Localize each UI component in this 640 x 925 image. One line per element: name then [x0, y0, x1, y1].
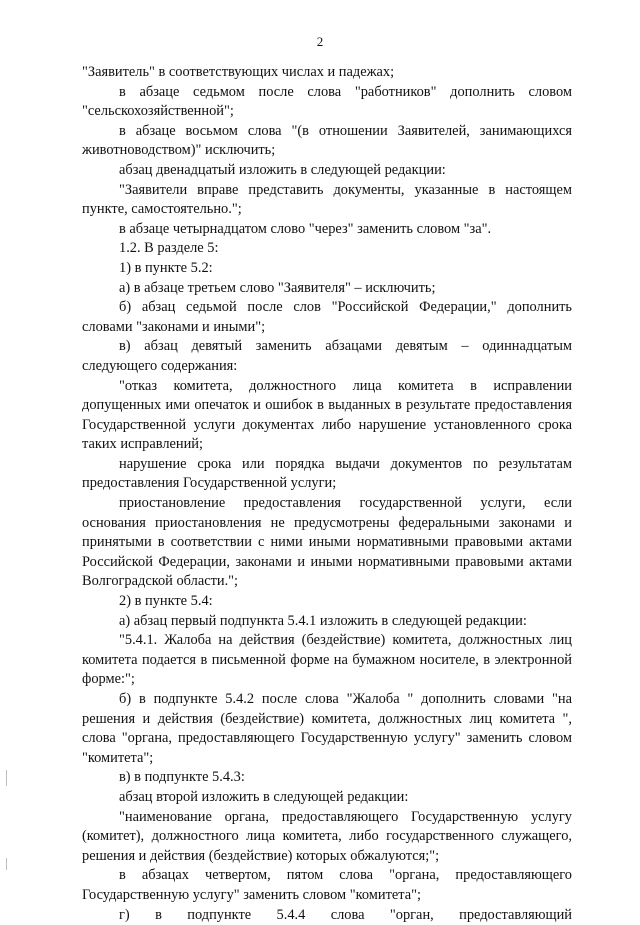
- paragraph-1: "Заявитель" в соответствующих числах и падежах;: [82, 64, 395, 80]
- paragraph-10: б) абзац седьмой после слов "Российской Федерации," дополнить словами "законами и иными";: [82, 299, 572, 335]
- paragraph-7: 1.2. В разделе 5:: [119, 240, 219, 257]
- paragraph-17: "5.4.1. Жалоба на действия (бездействие) комитета, должностных лиц комитета подается в письменной форме на бумажном носителе, в электронной форме:";: [82, 632, 572, 688]
- paragraph-13: нарушение срока или порядка выдачи документов по результатам предоставления Государственной услуги;: [82, 455, 572, 492]
- paragraph-2: в абзаце седьмом после слова "работников" дополнить словом "сельскохозяйственной";: [82, 83, 572, 120]
- paragraph-21: "наименование органа, предоставляющего Государственную услугу (комитет), должностного лица комитета, либо государственного служащего, решения и действия (бездействие) которых обжалуются;";: [82, 808, 572, 864]
- document-body: [82, 63, 572, 925]
- scan-artifact-mark: [6, 858, 7, 870]
- paragraph-18: б) в подпункте 5.4.2 после слова "Жалоба " дополнить словами "на решения и действия (бездействие) комитета, должностных лиц комитета ", слова "органа, предоставляющего Государственную услугу" заменить словом "комитета";: [82, 691, 572, 766]
- paragraph-23: г) в подпункте 5.4.4 слова "орган, предоставляющий: [119, 906, 572, 923]
- paragraph-14: приостановление предоставления государственной услуги, если основания приостановления не предусмотрены федеральными законами и принятыми в соответствии с ними иными нормативными правовыми актами Российской Федерации, законами и иными нормативными правовыми актами Волгоградской области.";: [82, 495, 572, 590]
- paragraph-16: а) абзац первый подпункта 5.4.1 изложить в следующей редакции:: [119, 612, 527, 629]
- paragraph-4: абзац двенадцатый изложить в следующей редакции:: [119, 161, 446, 178]
- paragraph-22: в абзацах четвертом, пятом слова "органа, предоставляющего Государственную услугу" заменить словом "комитета";: [82, 867, 572, 903]
- paragraph-6: в абзаце четырнадцатом слово "через" заменить словом "за".: [119, 220, 492, 237]
- scan-artifact-mark: [6, 770, 7, 786]
- paragraph-15: 2) в пункте 5.4:: [119, 593, 213, 610]
- paragraph-12: "отказ комитета, должностного лица комитета в исправлении допущенных ими опечаток и ошибок в выданных в результате предоставления Государственной услуги документах либо нарушение установленного срока таких исправлений;: [82, 377, 572, 453]
- paragraph-20: абзац второй изложить в следующей редакции:: [119, 788, 409, 805]
- paragraph-9: а) в абзаце третьем слово "Заявителя" – исключить;: [119, 279, 436, 296]
- paragraph-8: 1) в пункте 5.2:: [119, 259, 213, 276]
- paragraph-5: "Заявители вправе представить документы, указанные в настоящем пункте, самостоятельно.";: [82, 181, 572, 218]
- page-number: 2: [316, 34, 324, 49]
- paragraph-19: в) в подпункте 5.4.3:: [119, 769, 245, 786]
- paragraph-3: в абзаце восьмом слова "(в отношении Заявителей, занимающихся животноводством)" исключить;: [82, 122, 572, 159]
- paragraph-11: в) абзац девятый заменить абзацами девятым – одиннадцатым следующего содержания:: [82, 338, 572, 374]
